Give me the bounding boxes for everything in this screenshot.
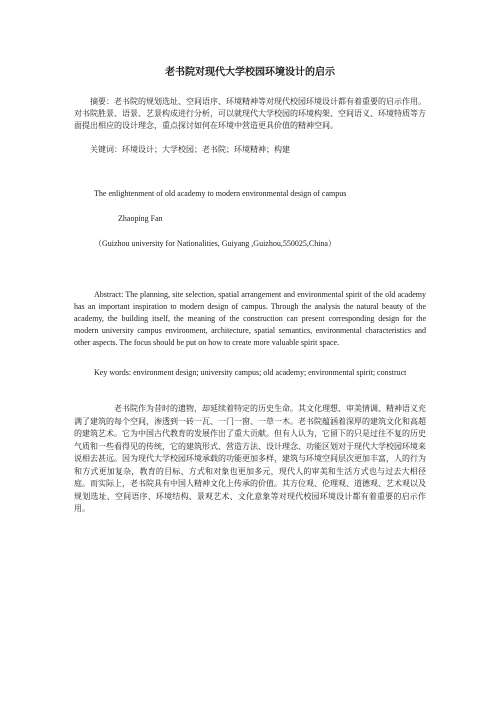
- english-author: Zhaoping Fan: [118, 214, 163, 223]
- chinese-keywords: 关键词：环境设计；大学校园；老书院；环境精神；构建: [90, 145, 290, 154]
- english-keywords: Key words: environment design; university campus; old academy; environmental spirit; construct: [94, 368, 407, 377]
- english-affiliation: （Guizhou university for Nationalities, Guiyang ,Guizhou,550025,China）: [94, 239, 336, 248]
- body-paragraph: 老书院作为昔时的遗物，却延续着特定的历史生命。其文化理想、审美情调、精神语义充满了建筑的每个空间，渗透到一砖一瓦、一门一窗、一草一木。老书院蕴涵着深厚的建筑文化和高超的建筑艺术。它为中国古代教育的发展作出了重大贡献。但有人认为，它留下的只是过往不复的历史气质和一些看得见的传统，它的建筑形式、营造方法、设计理念、功能区划对于现代大学校园环境来说相去甚远。因为现代大学校园环境承载的功能更加多样，建筑与环境空间层次更加丰富，人的行为和方式更加复杂，教育的目标、方式和对象也更加多元，现代人的审美和生活方式也与过去大相径庭。而实际上，老书院具有中国人精神文化上传承的价值。其方位观、伦理观、道德观、艺术观以及规划选址、空间语序、环境结构、景观艺术、文化意象等对现代校园环境设计都有着重要的启示作用。: [74, 404, 426, 513]
- chinese-abstract: 摘要：老书院的规划选址、空间语序、环境精神等对现代校园环境设计都有着重要的启示作用。对书院胜景、语景、艺景构成进行分析，可以就现代大学校园的环境构架、空间语义、环境特质等方面提出相应的设计理念，重点探讨如何在环境中营造更具价值的精神空间。: [74, 97, 426, 130]
- paper-title: 老书院对现代大学校园环境设计的启示: [165, 67, 335, 78]
- document-page: [74, 56, 426, 516]
- english-abstract: Abstract: The planning, site selection, spatial arrangement and environmental spirit of the old academy has an important inspiration to modern design of campus. Through the analysis the natural beauty of the academy, the building itself, the meaning of the construction can present corresponding design for the modern university campus environment, architecture, spatial semantics, environmental characteristics and other aspects. The focus should be put on how to create more valuable spirit space.: [74, 290, 426, 347]
- english-title: The enlightenment of old academy to modern environmental design of campus: [94, 189, 347, 198]
